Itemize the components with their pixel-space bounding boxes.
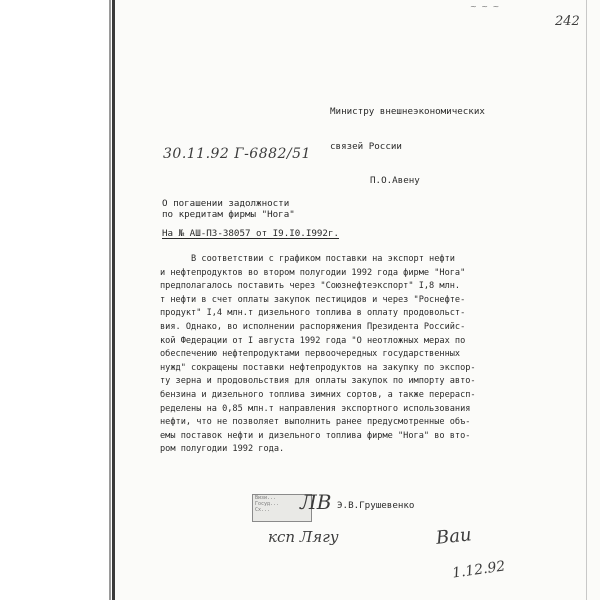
subject-block xyxy=(162,198,295,220)
body-line: емы поставок нефти и дизельного топлива фирме "Нога" во вто- xyxy=(160,430,471,441)
body-line: ределены на 0,85 млн.т направления экспортного использования xyxy=(160,403,471,414)
reference-line: На № АШ-ПЗ-38057 от I9.I0.I992г. xyxy=(162,228,340,239)
page-right-edge xyxy=(586,0,587,600)
handwritten-note: ксп Лягу xyxy=(268,528,339,546)
body-line: нефти, что не позволяет выполнить ранее предусмотренные объ- xyxy=(160,417,471,428)
body-line: продукт" I,4 млн.т дизельного топлива в оплату продовольст- xyxy=(160,308,466,319)
body-line: вия. Однако, во исполнении распоряжения Президента Российс- xyxy=(160,321,466,332)
body-line: ту зерна и продовольствия для оплаты закупок по импорту авто- xyxy=(160,376,476,387)
addressee-line: связей России xyxy=(330,140,402,152)
scan-shadow xyxy=(109,0,111,600)
body-line: бензина и дизельного топлива зимних сортов, а также перерасп- xyxy=(160,389,476,400)
corner-scribble: ~ ~ ~ xyxy=(470,2,501,11)
body-line: предполагалось поставить через "Союзнефтеэкспорт" I,8 млн. xyxy=(160,281,461,292)
registration-stamp: 30.11.92 Г-6882/51 xyxy=(163,146,311,162)
handwritten-date: 1.12.92 xyxy=(451,558,507,582)
stamp-line: Госуд... xyxy=(255,501,280,507)
body-line: ром полугодии 1992 года. xyxy=(160,444,285,455)
stamp-line: Сх... xyxy=(255,507,271,513)
handwritten-initials: ЛВ xyxy=(300,490,332,514)
page-left-edge xyxy=(112,0,115,600)
body-line: нужд" сокращены поставки нефтепродуктов на закупку по экспор- xyxy=(160,362,476,373)
body-line: обеспечению нефтепродуктами первоочередных государственных xyxy=(160,349,461,360)
stamp-line: Визи... xyxy=(255,495,277,501)
addressee-block xyxy=(330,83,485,198)
subject-line: по кредитам фирмы "Нога" xyxy=(162,209,295,220)
body-line: т нефти в счет оплаты закупок пестицидов и через "Роснефте- xyxy=(160,294,466,305)
letter-body xyxy=(160,253,490,457)
signatory-name: Э.В.Грушевенко xyxy=(337,500,415,511)
subject-line: О погашении задолжности xyxy=(162,198,290,209)
addressee-name: П.О.Авену xyxy=(370,175,420,186)
body-line: и нефтепродуктов во втором полугодии 1992 года фирме "Нога" xyxy=(160,267,466,278)
page-number: 242 xyxy=(555,14,580,29)
body-line: кой Федерации от I августа 1992 года "О неотложных мерах по xyxy=(160,335,466,346)
handwritten-signature: Ваи xyxy=(434,524,473,549)
body-line: В соответствии с графиком поставки на экспорт нефти xyxy=(160,254,455,264)
addressee-line: Министру внешнеэкономических xyxy=(330,106,485,117)
